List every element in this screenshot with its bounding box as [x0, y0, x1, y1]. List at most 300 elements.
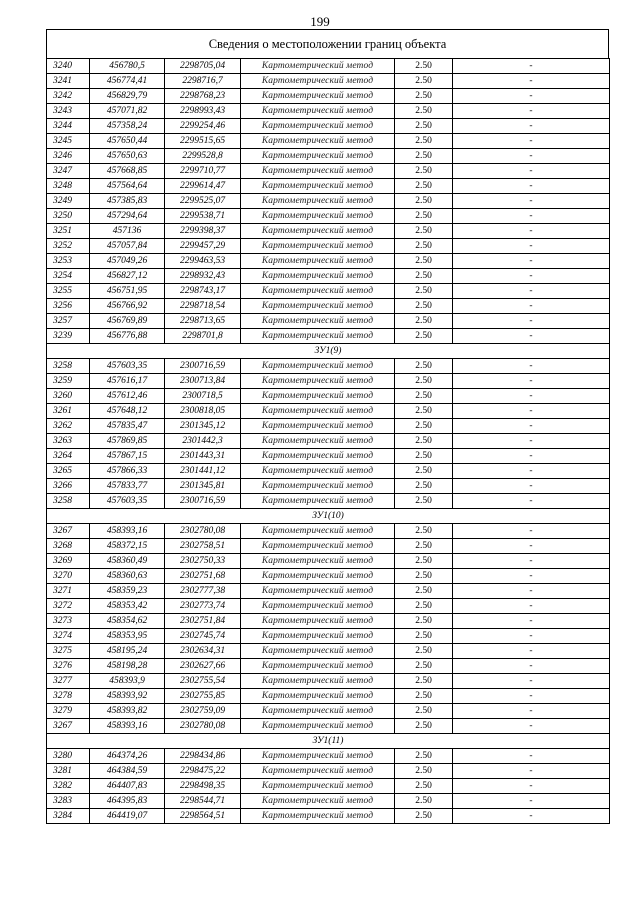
coord-y: 2302745,74 [165, 629, 241, 644]
method-cell: Картометрический метод [241, 614, 395, 629]
table-row [47, 479, 610, 494]
coord-y: 2302751,84 [165, 614, 241, 629]
accuracy-cell: 2.50 [395, 764, 453, 779]
table-row [47, 224, 610, 239]
accuracy-cell: 2.50 [395, 794, 453, 809]
accuracy-cell: 2.50 [395, 329, 453, 344]
coord-x: 464374,26 [90, 749, 165, 764]
point-number: 3248 [47, 179, 90, 194]
coord-y: 2301345,81 [165, 479, 241, 494]
point-number: 3253 [47, 254, 90, 269]
coord-y: 2300716,59 [165, 494, 241, 509]
coord-x: 457603,35 [90, 494, 165, 509]
accuracy-cell: 2.50 [395, 569, 453, 584]
coord-x: 457057,84 [90, 239, 165, 254]
coord-x: 458372,15 [90, 539, 165, 554]
description-cell: - [453, 179, 610, 194]
description-cell: - [453, 464, 610, 479]
description-cell: - [453, 104, 610, 119]
accuracy-cell: 2.50 [395, 584, 453, 599]
point-number: 3263 [47, 434, 90, 449]
description-cell: - [453, 689, 610, 704]
table-row [47, 674, 610, 689]
coord-y: 2299457,29 [165, 239, 241, 254]
description-cell: - [453, 764, 610, 779]
method-cell: Картометрический метод [241, 404, 395, 419]
description-cell: - [453, 434, 610, 449]
method-cell: Картометрический метод [241, 329, 395, 344]
boundary-points-table [46, 58, 610, 824]
table-row [47, 584, 610, 599]
coord-y: 2300716,59 [165, 359, 241, 374]
table-row [47, 104, 610, 119]
point-number: 3249 [47, 194, 90, 209]
accuracy-cell: 2.50 [395, 269, 453, 284]
accuracy-cell: 2.50 [395, 599, 453, 614]
table-row [47, 659, 610, 674]
coord-x: 457049,26 [90, 254, 165, 269]
coord-x: 458393,16 [90, 524, 165, 539]
accuracy-cell: 2.50 [395, 374, 453, 389]
table-row [47, 59, 610, 74]
accuracy-cell: 2.50 [395, 749, 453, 764]
table-row [47, 164, 610, 179]
point-number: 3239 [47, 329, 90, 344]
description-cell: - [453, 614, 610, 629]
coord-y: 2302755,54 [165, 674, 241, 689]
accuracy-cell: 2.50 [395, 704, 453, 719]
coord-y: 2301441,12 [165, 464, 241, 479]
accuracy-cell: 2.50 [395, 659, 453, 674]
coord-x: 457616,17 [90, 374, 165, 389]
accuracy-cell: 2.50 [395, 224, 453, 239]
coord-y: 2299254,46 [165, 119, 241, 134]
coord-x: 458353,95 [90, 629, 165, 644]
method-cell: Картометрический метод [241, 449, 395, 464]
table-row [47, 284, 610, 299]
method-cell: Картометрический метод [241, 689, 395, 704]
accuracy-cell: 2.50 [395, 479, 453, 494]
method-cell: Картометрический метод [241, 794, 395, 809]
coord-y: 2302758,51 [165, 539, 241, 554]
table-row [47, 89, 610, 104]
point-number: 3283 [47, 794, 90, 809]
coord-x: 457866,33 [90, 464, 165, 479]
accuracy-cell: 2.50 [395, 779, 453, 794]
accuracy-cell: 2.50 [395, 89, 453, 104]
coord-x: 458353,42 [90, 599, 165, 614]
method-cell: Картометрический метод [241, 419, 395, 434]
coord-y: 2298713,65 [165, 314, 241, 329]
description-cell: - [453, 554, 610, 569]
method-cell: Картометрический метод [241, 194, 395, 209]
accuracy-cell: 2.50 [395, 809, 453, 824]
table-row [47, 794, 610, 809]
coord-x: 458393,92 [90, 689, 165, 704]
coord-x: 458393,16 [90, 719, 165, 734]
table-row [47, 704, 610, 719]
point-number: 3264 [47, 449, 90, 464]
coord-x: 458359,23 [90, 584, 165, 599]
point-number: 3241 [47, 74, 90, 89]
description-cell: - [453, 644, 610, 659]
coord-x: 456751,95 [90, 284, 165, 299]
page-number: 199 [310, 14, 330, 29]
method-cell: Картометрический метод [241, 764, 395, 779]
section-label: ЗУ1(10) [47, 509, 610, 524]
accuracy-cell: 2.50 [395, 389, 453, 404]
accuracy-cell: 2.50 [395, 449, 453, 464]
description-cell: - [453, 284, 610, 299]
point-number: 3261 [47, 404, 90, 419]
table-row [47, 239, 610, 254]
description-cell: - [453, 494, 610, 509]
point-number: 3278 [47, 689, 90, 704]
point-number: 3276 [47, 659, 90, 674]
table-row [47, 329, 610, 344]
accuracy-cell: 2.50 [395, 119, 453, 134]
point-number: 3275 [47, 644, 90, 659]
point-number: 3262 [47, 419, 90, 434]
point-number: 3255 [47, 284, 90, 299]
table-row [47, 269, 610, 284]
point-number: 3257 [47, 314, 90, 329]
accuracy-cell: 2.50 [395, 464, 453, 479]
point-number: 3260 [47, 389, 90, 404]
coord-x: 464384,59 [90, 764, 165, 779]
accuracy-cell: 2.50 [395, 629, 453, 644]
description-cell: - [453, 779, 610, 794]
point-number: 3268 [47, 539, 90, 554]
coord-y: 2299528,8 [165, 149, 241, 164]
coord-x: 457612,46 [90, 389, 165, 404]
method-cell: Картометрический метод [241, 299, 395, 314]
accuracy-cell: 2.50 [395, 284, 453, 299]
point-number: 3242 [47, 89, 90, 104]
method-cell: Картометрический метод [241, 179, 395, 194]
description-cell: - [453, 449, 610, 464]
accuracy-cell: 2.50 [395, 419, 453, 434]
table-row [47, 749, 610, 764]
point-number: 3243 [47, 104, 90, 119]
accuracy-cell: 2.50 [395, 74, 453, 89]
coord-x: 457650,63 [90, 149, 165, 164]
table-row [47, 464, 610, 479]
description-cell: - [453, 299, 610, 314]
point-number: 3252 [47, 239, 90, 254]
table-row [47, 149, 610, 164]
coord-x: 464419,07 [90, 809, 165, 824]
coord-x: 456774,41 [90, 74, 165, 89]
coord-x: 457867,15 [90, 449, 165, 464]
point-number: 3274 [47, 629, 90, 644]
description-cell: - [453, 659, 610, 674]
method-cell: Картометрический метод [241, 209, 395, 224]
description-cell: - [453, 719, 610, 734]
coord-y: 2300713,84 [165, 374, 241, 389]
table-row [47, 719, 610, 734]
coord-y: 2299614,47 [165, 179, 241, 194]
coord-y: 2302755,85 [165, 689, 241, 704]
point-number: 3279 [47, 704, 90, 719]
method-cell: Картометрический метод [241, 539, 395, 554]
coord-y: 2300718,5 [165, 389, 241, 404]
accuracy-cell: 2.50 [395, 194, 453, 209]
method-cell: Картометрический метод [241, 359, 395, 374]
description-cell: - [453, 194, 610, 209]
description-cell: - [453, 224, 610, 239]
point-number: 3245 [47, 134, 90, 149]
coord-y: 2298564,51 [165, 809, 241, 824]
accuracy-cell: 2.50 [395, 299, 453, 314]
coord-y: 2300818,05 [165, 404, 241, 419]
accuracy-cell: 2.50 [395, 404, 453, 419]
description-cell: - [453, 119, 610, 134]
point-number: 3267 [47, 524, 90, 539]
description-cell: - [453, 749, 610, 764]
description-cell: - [453, 599, 610, 614]
coord-x: 457603,35 [90, 359, 165, 374]
point-number: 3281 [47, 764, 90, 779]
description-cell: - [453, 524, 610, 539]
section-row [47, 344, 610, 359]
coord-y: 2298701,8 [165, 329, 241, 344]
coord-y: 2298768,23 [165, 89, 241, 104]
coord-x: 458198,28 [90, 659, 165, 674]
coord-y: 2299463,53 [165, 254, 241, 269]
table-row [47, 434, 610, 449]
point-number: 3280 [47, 749, 90, 764]
method-cell: Картометрический метод [241, 584, 395, 599]
description-cell: - [453, 479, 610, 494]
method-cell: Картометрический метод [241, 254, 395, 269]
coord-y: 2298716,7 [165, 74, 241, 89]
coord-x: 457071,82 [90, 104, 165, 119]
method-cell: Картометрический метод [241, 569, 395, 584]
description-cell: - [453, 269, 610, 284]
table-row [47, 689, 610, 704]
table-row [47, 599, 610, 614]
description-cell: - [453, 359, 610, 374]
method-cell: Картометрический метод [241, 749, 395, 764]
table-row [47, 554, 610, 569]
accuracy-cell: 2.50 [395, 359, 453, 374]
method-cell: Картометрический метод [241, 269, 395, 284]
description-cell: - [453, 674, 610, 689]
point-number: 3251 [47, 224, 90, 239]
method-cell: Картометрический метод [241, 74, 395, 89]
description-cell: - [453, 629, 610, 644]
method-cell: Картометрический метод [241, 284, 395, 299]
coord-x: 457650,44 [90, 134, 165, 149]
point-number: 3267 [47, 719, 90, 734]
table-row [47, 314, 610, 329]
coord-y: 2299538,71 [165, 209, 241, 224]
coord-y: 2298498,35 [165, 779, 241, 794]
coord-x: 456827,12 [90, 269, 165, 284]
method-cell: Картометрический метод [241, 149, 395, 164]
description-cell: - [453, 254, 610, 269]
point-number: 3270 [47, 569, 90, 584]
coord-y: 2298475,22 [165, 764, 241, 779]
coord-x: 457564,64 [90, 179, 165, 194]
table-row [47, 614, 610, 629]
description-cell: - [453, 89, 610, 104]
accuracy-cell: 2.50 [395, 179, 453, 194]
accuracy-cell: 2.50 [395, 719, 453, 734]
point-number: 3273 [47, 614, 90, 629]
coord-y: 2302759,09 [165, 704, 241, 719]
coord-y: 2298743,17 [165, 284, 241, 299]
coord-x: 464395,83 [90, 794, 165, 809]
coord-y: 2299398,37 [165, 224, 241, 239]
point-number: 3240 [47, 59, 90, 74]
coord-y: 2298718,54 [165, 299, 241, 314]
method-cell: Картометрический метод [241, 164, 395, 179]
coord-y: 2298932,43 [165, 269, 241, 284]
table-row [47, 359, 610, 374]
method-cell: Картометрический метод [241, 119, 395, 134]
method-cell: Картометрический метод [241, 494, 395, 509]
table-row [47, 809, 610, 824]
method-cell: Картометрический метод [241, 464, 395, 479]
coord-y: 2298993,43 [165, 104, 241, 119]
accuracy-cell: 2.50 [395, 554, 453, 569]
method-cell: Картометрический метод [241, 779, 395, 794]
method-cell: Картометрический метод [241, 134, 395, 149]
coord-y: 2302627,66 [165, 659, 241, 674]
coord-y: 2298544,71 [165, 794, 241, 809]
accuracy-cell: 2.50 [395, 689, 453, 704]
method-cell: Картометрический метод [241, 59, 395, 74]
accuracy-cell: 2.50 [395, 59, 453, 74]
coord-x: 457294,64 [90, 209, 165, 224]
description-cell: - [453, 149, 610, 164]
table-row [47, 764, 610, 779]
description-cell: - [453, 389, 610, 404]
table-row [47, 644, 610, 659]
method-cell: Картометрический метод [241, 314, 395, 329]
point-number: 3277 [47, 674, 90, 689]
accuracy-cell: 2.50 [395, 524, 453, 539]
table-row [47, 404, 610, 419]
accuracy-cell: 2.50 [395, 209, 453, 224]
coord-y: 2298705,04 [165, 59, 241, 74]
method-cell: Картометрический метод [241, 659, 395, 674]
point-number: 3265 [47, 464, 90, 479]
table-row [47, 119, 610, 134]
method-cell: Картометрический метод [241, 89, 395, 104]
coord-x: 464407,83 [90, 779, 165, 794]
table-row [47, 629, 610, 644]
description-cell: - [453, 584, 610, 599]
coord-y: 2301442,3 [165, 434, 241, 449]
description-cell: - [453, 374, 610, 389]
method-cell: Картометрический метод [241, 719, 395, 734]
point-number: 3284 [47, 809, 90, 824]
table-row [47, 194, 610, 209]
accuracy-cell: 2.50 [395, 164, 453, 179]
coord-y: 2299515,65 [165, 134, 241, 149]
table-row [47, 74, 610, 89]
table-row [47, 524, 610, 539]
point-number: 3271 [47, 584, 90, 599]
table-row [47, 449, 610, 464]
table-row [47, 539, 610, 554]
coord-x: 458360,49 [90, 554, 165, 569]
coord-y: 2302780,08 [165, 524, 241, 539]
accuracy-cell: 2.50 [395, 149, 453, 164]
point-number: 3258 [47, 494, 90, 509]
method-cell: Картометрический метод [241, 629, 395, 644]
accuracy-cell: 2.50 [395, 254, 453, 269]
point-number: 3247 [47, 164, 90, 179]
method-cell: Картометрический метод [241, 524, 395, 539]
coord-y: 2299525,07 [165, 194, 241, 209]
coord-y: 2302634,31 [165, 644, 241, 659]
description-cell: - [453, 164, 610, 179]
method-cell: Картометрический метод [241, 239, 395, 254]
point-number: 3254 [47, 269, 90, 284]
coord-x: 456766,92 [90, 299, 165, 314]
point-number: 3246 [47, 149, 90, 164]
method-cell: Картометрический метод [241, 554, 395, 569]
method-cell: Картометрический метод [241, 374, 395, 389]
coord-y: 2302780,08 [165, 719, 241, 734]
description-cell: - [453, 404, 610, 419]
coord-y: 2302773,74 [165, 599, 241, 614]
coord-x: 457385,83 [90, 194, 165, 209]
method-cell: Картометрический метод [241, 479, 395, 494]
description-cell: - [453, 569, 610, 584]
table-row [47, 494, 610, 509]
coord-y: 2298434,86 [165, 749, 241, 764]
description-cell: - [453, 704, 610, 719]
coord-x: 457358,24 [90, 119, 165, 134]
accuracy-cell: 2.50 [395, 434, 453, 449]
description-cell: - [453, 539, 610, 554]
table-row [47, 374, 610, 389]
point-number: 3266 [47, 479, 90, 494]
accuracy-cell: 2.50 [395, 674, 453, 689]
table-row [47, 389, 610, 404]
description-cell: - [453, 329, 610, 344]
description-cell: - [453, 134, 610, 149]
coord-x: 456776,88 [90, 329, 165, 344]
coord-x: 457668,85 [90, 164, 165, 179]
point-number: 3269 [47, 554, 90, 569]
method-cell: Картометрический метод [241, 224, 395, 239]
coord-x: 457833,77 [90, 479, 165, 494]
description-cell: - [453, 809, 610, 824]
accuracy-cell: 2.50 [395, 104, 453, 119]
method-cell: Картометрический метод [241, 389, 395, 404]
coord-x: 456829,79 [90, 89, 165, 104]
description-cell: - [453, 314, 610, 329]
point-number: 3256 [47, 299, 90, 314]
section-label: ЗУ1(9) [47, 344, 610, 359]
point-number: 3250 [47, 209, 90, 224]
accuracy-cell: 2.50 [395, 134, 453, 149]
accuracy-cell: 2.50 [395, 644, 453, 659]
description-cell: - [453, 74, 610, 89]
table-row [47, 254, 610, 269]
table-row [47, 179, 610, 194]
coord-x: 456769,89 [90, 314, 165, 329]
accuracy-cell: 2.50 [395, 314, 453, 329]
coord-y: 2301443,31 [165, 449, 241, 464]
description-cell: - [453, 419, 610, 434]
